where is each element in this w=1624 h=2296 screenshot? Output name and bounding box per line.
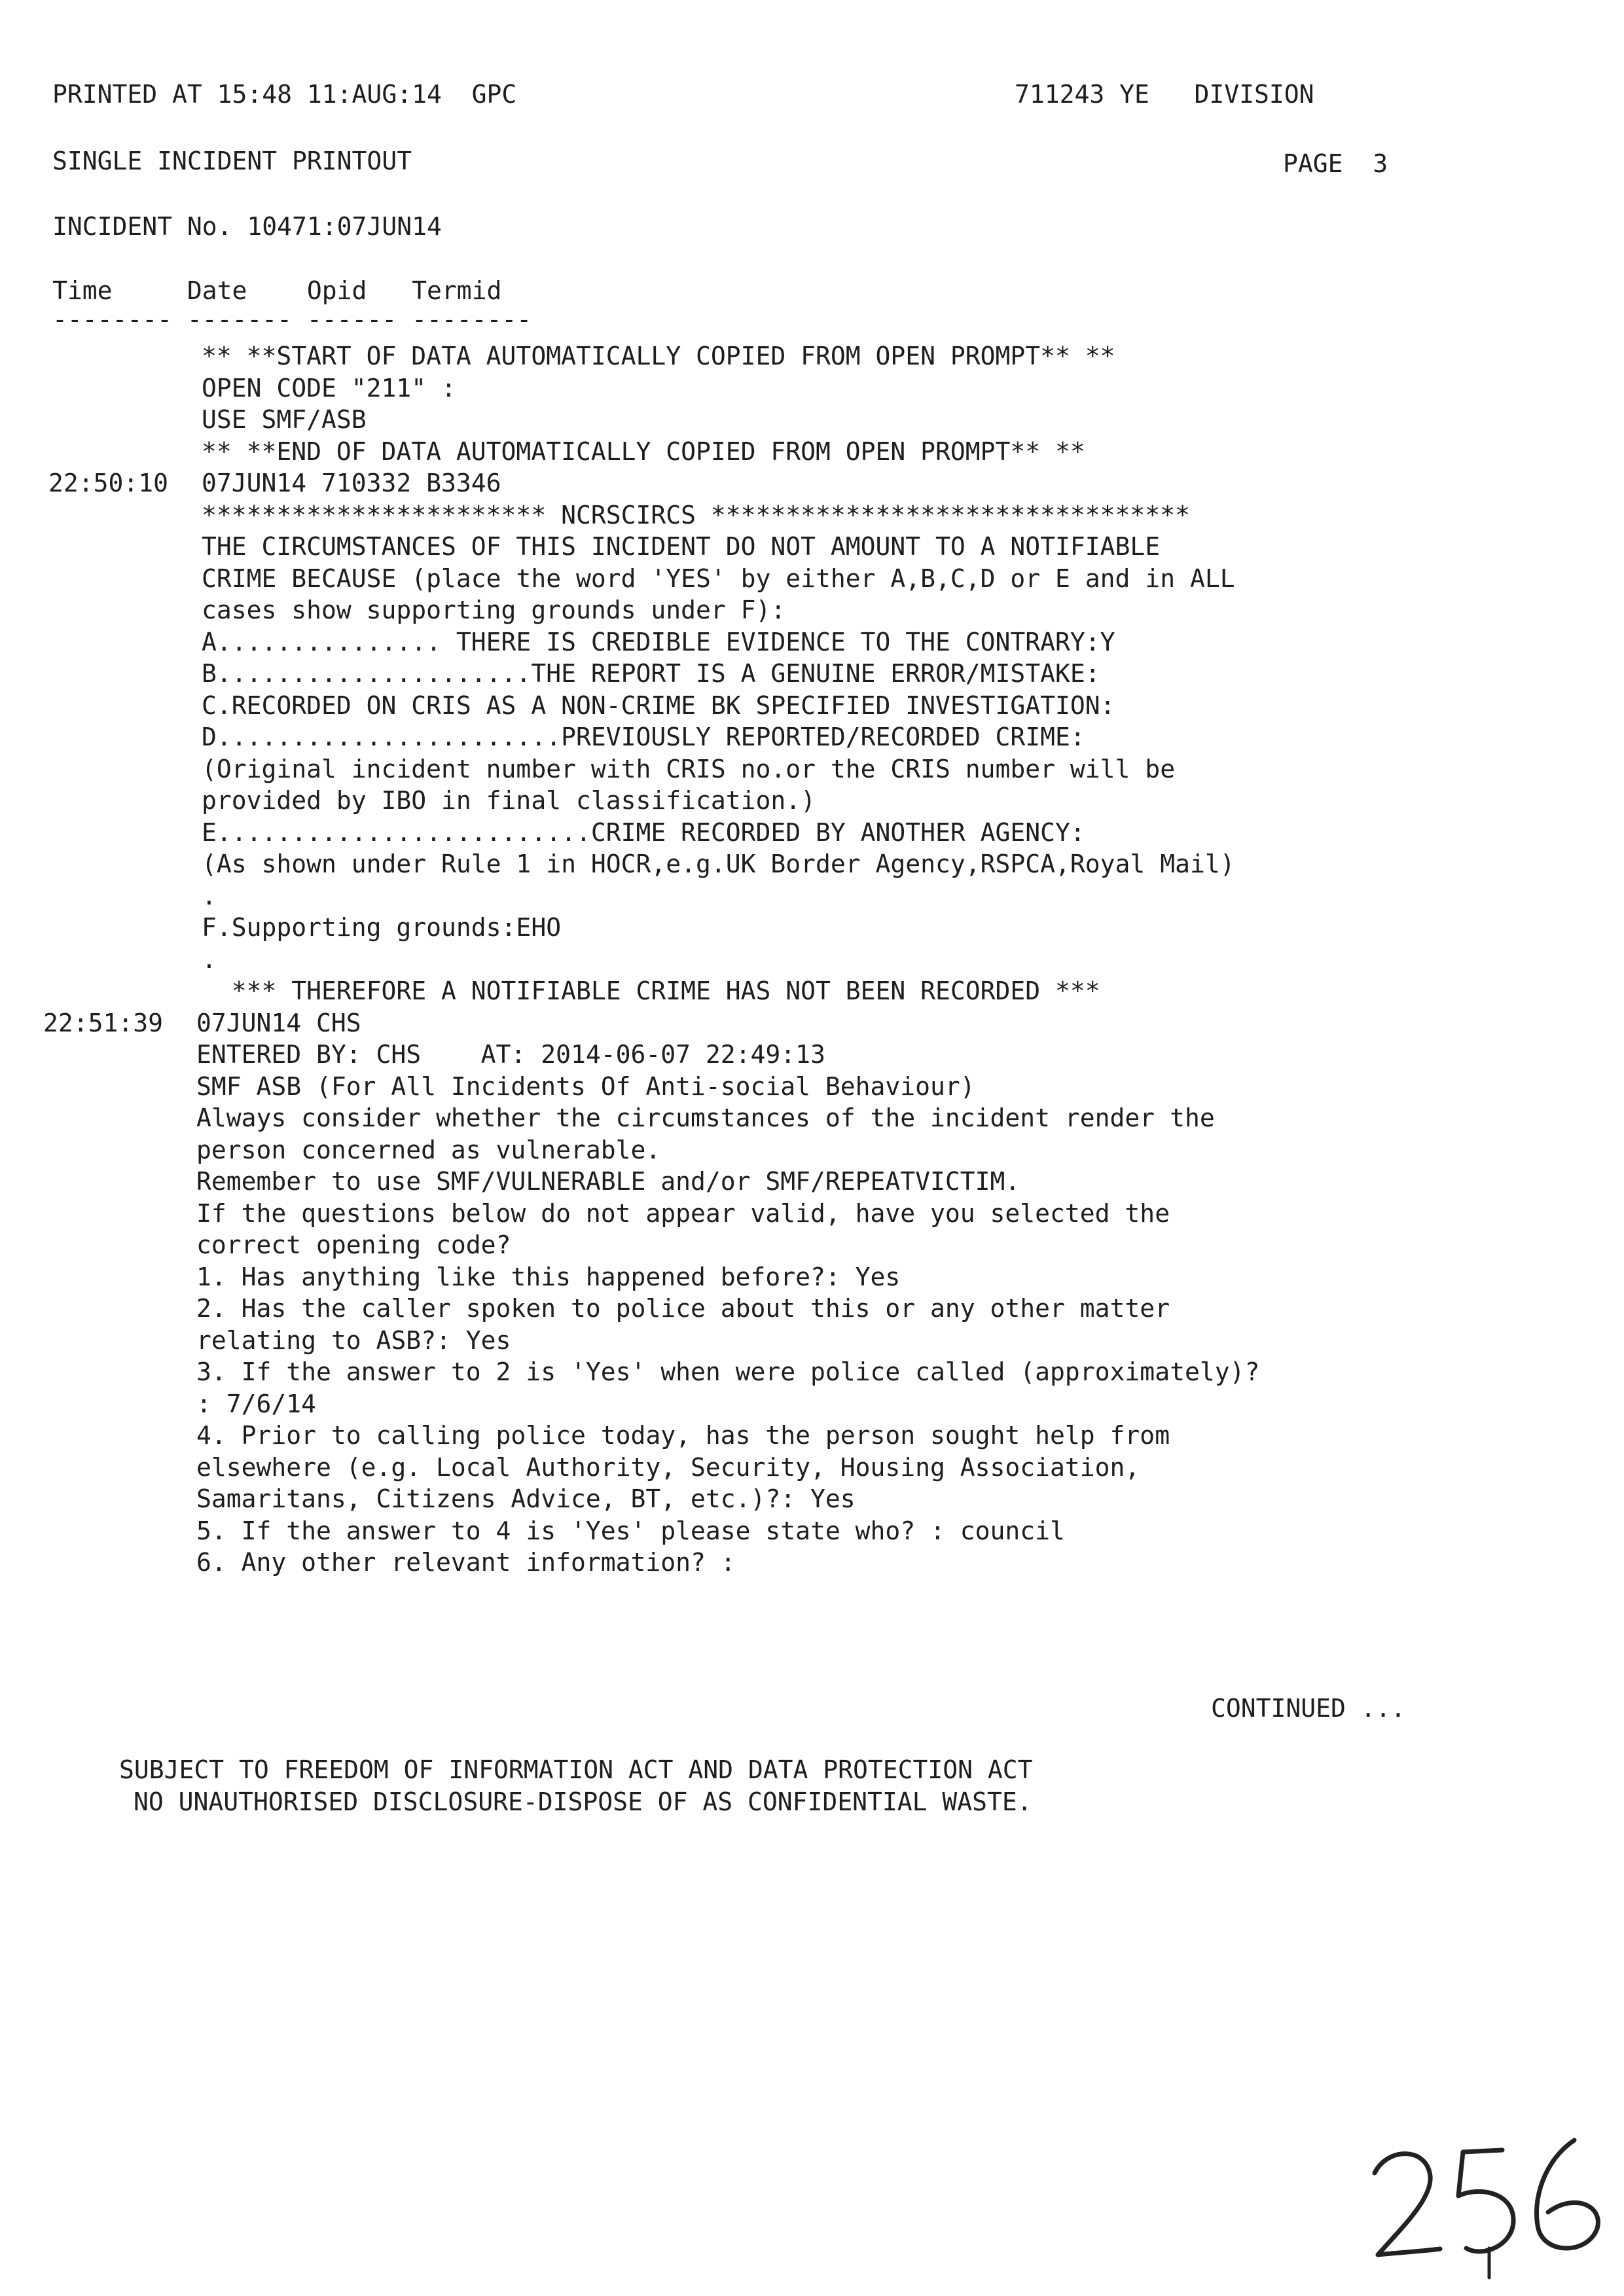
entry2-line: person concerned as vulnerable. <box>196 1136 661 1164</box>
entry2-line: correct opening code? <box>196 1230 511 1259</box>
entry2-line: SMF ASB (For All Incidents Of Anti-social Behaviour) <box>196 1072 975 1101</box>
entry1-line: . <box>202 945 217 974</box>
printed-at-line: PRINTED AT 15:48 11:AUG:14 GPC <box>52 80 517 109</box>
incident-number: INCIDENT No. 10471:07JUN14 <box>52 212 442 241</box>
entry1-line: *** THEREFORE A NOTIFIABLE CRIME HAS NOT BEEN RECORDED *** <box>202 977 1100 1005</box>
entry1-line: CRIME BECAUSE (place the word 'YES' by either A,B,C,D or E and in ALL <box>202 564 1235 593</box>
entry1-line: A............... THERE IS CREDIBLE EVIDENCE TO THE CONTRARY:Y <box>202 628 1115 656</box>
entry2-line: If the questions below do not appear valid, have you selected the <box>196 1199 1170 1228</box>
entry2-line: relating to ASB?: Yes <box>196 1326 511 1355</box>
block1-line: ** **START OF DATA AUTOMATICALLY COPIED FROM OPEN PROMPT** ** <box>202 342 1115 370</box>
entry2-line: ENTERED BY: CHS AT: 2014-06-07 22:49:13 <box>196 1040 825 1069</box>
entry1-time: 22:50:10 <box>48 469 169 497</box>
entry2-line: 4. Prior to calling police today, has the person sought help from <box>196 1421 1170 1450</box>
entry2-line: 2. Has the caller spoken to police about this or any other matter <box>196 1294 1170 1323</box>
column-headers: Time Date Opid Termid <box>52 276 502 305</box>
entry1-line: C.RECORDED ON CRIS AS A NON-CRIME BK SPECIFIED INVESTIGATION: <box>202 691 1115 720</box>
block1-line: USE SMF/ASB <box>202 405 367 434</box>
entry1-line: F.Supporting grounds:EHO <box>202 913 562 942</box>
entry1-line: provided by IBO in final classification.) <box>202 786 816 815</box>
entry1-line: (Original incident number with CRIS no.or the CRIS number will be <box>202 755 1176 783</box>
block1-line: ** **END OF DATA AUTOMATICALLY COPIED FROM OPEN PROMPT** ** <box>202 437 1085 466</box>
entry2-line: Always consider whether the circumstances of the incident render the <box>196 1103 1215 1132</box>
handwritten-page-number <box>1348 2114 1623 2284</box>
confidentiality-notice-1: SUBJECT TO FREEDOM OF INFORMATION ACT AND DATA PROTECTION ACT <box>119 1755 1033 1784</box>
entry2-line: 1. Has anything like this happened before?: Yes <box>196 1263 901 1291</box>
entry2-line: 5. If the answer to 4 is 'Yes' please state who? : council <box>196 1516 1065 1545</box>
entry2-line: Samaritans, Citizens Advice, BT, etc.)?: Yes <box>196 1484 856 1513</box>
entry1-line: *********************** NCRSCIRCS ******************************** <box>202 501 1190 529</box>
continued-marker: CONTINUED ... <box>1211 1694 1406 1723</box>
entry2-meta: 07JUN14 CHS <box>196 1009 361 1037</box>
page-number: PAGE 3 <box>1283 149 1388 178</box>
entry2-time: 22:51:39 <box>43 1009 164 1037</box>
confidentiality-notice-2: NO UNAUTHORISED DISCLOSURE-DISPOSE OF AS CONFIDENTIAL WASTE. <box>134 1787 1032 1816</box>
entry1-line: (As shown under Rule 1 in HOCR,e.g.UK Border Agency,RSPCA,Royal Mail) <box>202 850 1235 878</box>
entry1-line: cases show supporting grounds under F): <box>202 596 786 624</box>
entry1-line: THE CIRCUMSTANCES OF THIS INCIDENT DO NOT AMOUNT TO A NOTIFIABLE <box>202 532 1161 561</box>
entry1-line: D.......................PREVIOUSLY REPORTED/RECORDED CRIME: <box>202 723 1085 751</box>
block1-line: OPEN CODE "211" : <box>202 374 456 403</box>
entry2-line: 3. If the answer to 2 is 'Yes' when were police called (approximately)? <box>196 1357 1260 1386</box>
entry1-line: E.........................CRIME RECORDED BY ANOTHER AGENCY: <box>202 818 1085 847</box>
column-rule: -------- ------- ------ -------- <box>52 305 532 334</box>
entry1-meta: 07JUN14 710332 B3346 <box>202 469 501 497</box>
entry1-line: B.....................THE REPORT IS A GENUINE ERROR/MISTAKE: <box>202 659 1100 688</box>
division-line: 711243 YE DIVISION <box>1015 80 1314 109</box>
entry2-line: elsewhere (e.g. Local Authority, Security, Housing Association, <box>196 1453 1140 1482</box>
entry1-line: . <box>202 882 217 910</box>
entry2-line: 6. Any other relevant information? : <box>196 1548 736 1577</box>
entry2-line: Remember to use SMF/VULNERABLE and/or SMF/REPEATVICTIM. <box>196 1167 1020 1196</box>
report-title: SINGLE INCIDENT PRINTOUT <box>52 147 412 175</box>
entry2-line: : 7/6/14 <box>196 1390 317 1418</box>
